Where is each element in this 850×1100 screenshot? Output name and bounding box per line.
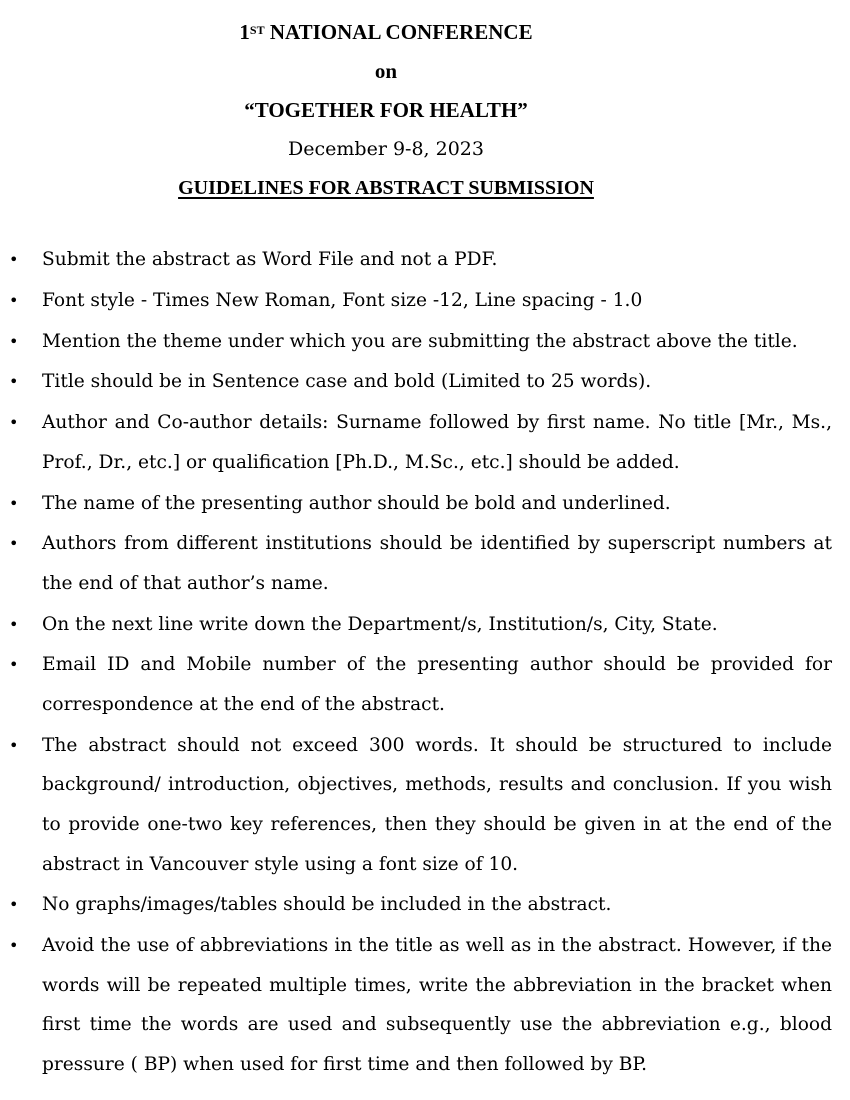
conference-number: 1 — [239, 20, 250, 44]
guideline-text: The abstract should not exceed 300 words. It should be structured to include background/ introduction, objectives, methods, results and conclusion. If you wish to provide one-two key references, then they should be given in at the end of the abstract in Vancouver style using a font size of 10. — [42, 734, 832, 875]
guideline-text: Mention the theme under which you are submitting the abstract above the title. — [42, 330, 798, 352]
guideline-text: Email ID and Mobile number of the presenting author should be provided for correspondence at the end of the abstract. — [42, 654, 832, 716]
guideline-text: No graphs/images/tables should be included in the abstract. — [42, 894, 612, 916]
guideline-item — [0, 403, 850, 482]
guideline-item — [0, 524, 850, 603]
guideline-text: The name of the presenting author should be bold and underlined. — [42, 492, 671, 514]
guideline-item — [0, 484, 850, 524]
guidelines-title: GUIDELINES FOR ABSTRACT SUBMISSION — [178, 177, 594, 199]
guideline-item — [0, 281, 850, 321]
guideline-item — [0, 605, 850, 645]
on-label: on — [374, 59, 398, 83]
conference-date: December 9-8, 2023 — [288, 138, 484, 160]
bullet-icon: • — [9, 250, 19, 269]
guideline-item — [0, 726, 850, 884]
conference-theme: “TOGETHER FOR HEALTH” — [244, 98, 528, 122]
guideline-item — [0, 645, 850, 724]
guideline-item — [0, 322, 850, 362]
bullet-icon: • — [9, 936, 19, 956]
guideline-text: Author and Co-author details: Surname followed by first name. No title [Mr., Ms., Prof., Dr., etc.] or qualification [Ph.D., M.Sc., etc.] should be added. — [42, 412, 832, 473]
guideline-item — [0, 926, 850, 1084]
bullet-icon: • — [9, 614, 19, 634]
bullet-icon: • — [9, 655, 19, 675]
guideline-text: Title should be in Sentence case and bold (Limited to 25 words). — [42, 371, 652, 393]
bullet-icon: • — [9, 735, 19, 755]
bullet-icon: • — [9, 493, 19, 513]
guidelines-list — [0, 240, 850, 1086]
conference-number-superscript: ST — [249, 23, 265, 37]
conference-title: NATIONAL CONFERENCE — [269, 20, 533, 44]
guideline-item — [0, 885, 850, 925]
guideline-text: On the next line write down the Department/s, Institution/s, City, State. — [42, 613, 718, 635]
bullet-icon: • — [9, 372, 19, 392]
bullet-icon: • — [9, 331, 19, 351]
bullet-icon: • — [9, 895, 19, 915]
guideline-item — [0, 240, 850, 280]
document-header — [0, 13, 772, 208]
guideline-text: Submit the abstract as Word File and not a PDF. — [42, 249, 498, 270]
bullet-icon: • — [9, 290, 19, 310]
guideline-text: Authors from different institutions should be identified by superscript numbers at the end of that author’s name. — [42, 533, 832, 594]
bullet-icon: • — [9, 534, 19, 554]
guideline-text: Font style - Times New Roman, Font size -12, Line spacing - 1.0 — [42, 289, 643, 311]
conference-heading — [0, 13, 772, 52]
bullet-icon: • — [9, 413, 19, 433]
guideline-text: Avoid the use of abbreviations in the title as well as in the abstract. However, if the words will be repeated multiple times, write the abbreviation in the bracket when first time the words are used and subsequently use the abbreviation e.g., blood pressure ( BP) when used for first time and then followed by BP. — [42, 935, 832, 1075]
guideline-item — [0, 362, 850, 402]
